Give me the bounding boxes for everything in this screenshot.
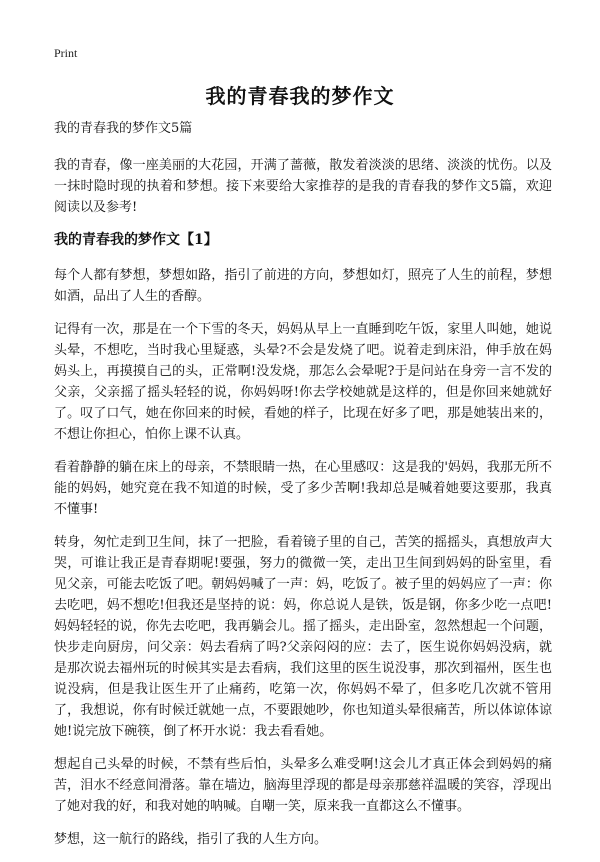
paragraph-6: 梦想，这一航行的路线，指引了我的人生方向。 <box>54 832 328 847</box>
paragraph-1: 每个人都有梦想，梦想如路，指引了前进的方向，梦想如灯，照亮了人生的前程，梦想如酒，品出了人生的香醇。 <box>54 268 552 304</box>
intro-paragraph: 我的青春，像一座美丽的大花园，开满了蔷薇，散发着淡淡的思绪、淡淡的忧伤。以及一抹时隐时现的执着和梦想。接下来要给大家推荐的是我的青春我的梦作文5篇，欢迎阅读以及参考! <box>54 158 552 215</box>
article-body <box>54 118 552 862</box>
section-heading: 我的青春我的梦作文【1】 <box>54 232 218 248</box>
print-link[interactable]: Print <box>54 46 78 60</box>
paragraph-5: 想起自己头晕的时候，不禁有些后怕，头晕多么难受啊!这会儿才真正体会到妈妈的痛苦，泪水不经意间滑落。靠在墙边，脑海里浮现的都是母亲那慈祥温暖的笑容，浮现出了她对我的好，和我对她的呐喊。自嘲一笑，原来我一直都这么不懂事。 <box>54 757 552 814</box>
paragraph-4: 转身，匆忙走到卫生间，抹了一把脸，看着镜子里的自己，苦笑的摇摇头，真想放声大哭，可谁让我正是青春期呢!要强，努力的微微一笑，走出卫生间到妈妈的卧室里，看见父亲，可能去吃饭了吧。朝妈妈喊了一声：妈，吃饭了。被子里的妈妈应了一声：你去吃吧，妈不想吃!但我还是坚持的说：妈，你总说人是铁，饭是钢，你多少吃一点吧!妈妈轻轻的说，你先去吃吧，我再躺会儿。摇了摇头，走出卧室，忽然想起一个问题，快步走向厨房，问父亲：妈去看病了吗?父亲闷闷的应：去了，医生说你妈妈没病，就是那次说去福州玩的时候其实是去看病，我们这里的医生说没事，那次到福州，医生也说没病，但是我让医生开了止痛药，吃第一次，你妈妈不晕了，但多吃几次就不管用了，我想说，你有时候迁就她一点，不要跟她吵，你也知道头晕很痛苦，所以体谅体谅她!说完放下碗筷，倒了杯开水说：我去看看她。 <box>54 535 552 739</box>
paragraph-3: 看着静静的躺在床上的母亲，不禁眼睛一热，在心里感叹：这是我的'妈妈，我那无所不能的妈妈，她究竟在我不知道的时候，受了多少苦啊!我却总是喊着她要这要那，我真不懂事! <box>54 460 552 517</box>
paragraph-2: 记得有一次，那是在一个下雪的冬天，妈妈从早上一直睡到吃午饭，家里人叫她，她说头晕，不想吃，当时我心里疑惑，头晕?不会是发烧了吧。说着走到床沿，伸手放在妈妈头上，再摸摸自己的头，正常啊!没发烧，那怎么会晕呢?于是问站在身旁一言不发的父亲，父亲摇了摇头轻轻的说，你妈妈呀!你去学校她就是这样的，但是你回来她就好了。叹了口气，她在你回来的时候，看她的样子，比现在好多了吧，那是她装出来的，不想让你担心，怕你上课不认真。 <box>54 322 552 442</box>
article-subtitle: 我的青春我的梦作文5篇 <box>54 121 193 136</box>
page-title: 我的青春我的梦作文 <box>205 84 395 108</box>
